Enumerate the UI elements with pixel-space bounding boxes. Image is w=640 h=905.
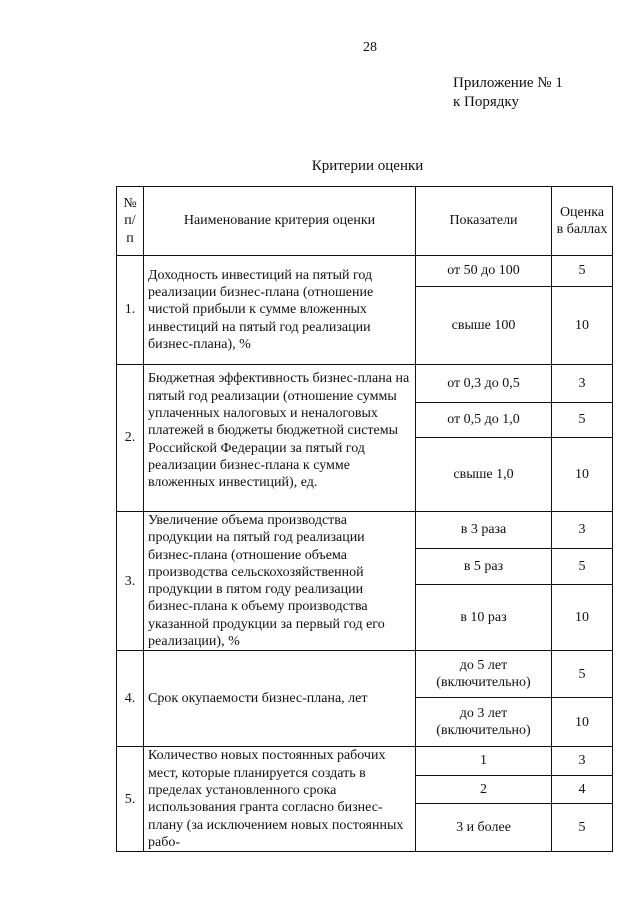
indicator: в 10 раз <box>416 585 552 651</box>
page-number: 28 <box>363 40 377 55</box>
score: 10 <box>552 438 613 512</box>
table-row <box>117 256 613 287</box>
score: 4 <box>552 775 613 803</box>
indicator: 3 и более <box>416 803 552 851</box>
appendix-line-1: Приложение № 1 <box>453 75 563 91</box>
criterion-name: Бюджетная эффективность бизнес-плана на пятый год реализации (отношение суммы уплаченных налоговых и неналоговых платежей в бюджеты бюджетной системы Российской Федерации за пятый год реализации бизнес-плана к сумме вложенных инвестиций), ед. <box>144 365 416 512</box>
indicator: 2 <box>416 775 552 803</box>
indicator: в 3 раза <box>416 512 552 549</box>
header-score: Оценка в баллах <box>552 187 613 256</box>
score: 10 <box>552 585 613 651</box>
table-row <box>117 365 613 403</box>
appendix-reference <box>453 74 563 112</box>
score: 3 <box>552 747 613 775</box>
score: 5 <box>552 403 613 438</box>
criterion-name: Количество новых постоянных рабочих мест, которые планируется создать в пределах установленного срока использования гранта согласно бизнес-плану (за исключением новых постоянных рабо- <box>144 747 416 852</box>
indicator: свыше 1,0 <box>416 438 552 512</box>
score: 5 <box>552 256 613 287</box>
row-number: 4. <box>117 651 144 747</box>
table-header-row <box>117 187 613 256</box>
score: 10 <box>552 287 613 365</box>
header-indicators: Показатели <box>416 187 552 256</box>
appendix-line-2: к Порядку <box>453 94 519 110</box>
table-row <box>117 747 613 775</box>
document-title: Критерии оценки <box>311 158 424 174</box>
score: 5 <box>552 803 613 851</box>
criterion-name: Срок окупаемости бизнес-плана, лет <box>144 651 416 747</box>
row-number: 1. <box>117 256 144 365</box>
indicator: 1 <box>416 747 552 775</box>
header-number: № п/п <box>117 187 144 256</box>
indicator: от 50 до 100 <box>416 256 552 287</box>
score: 3 <box>552 512 613 549</box>
indicator: свыше 100 <box>416 287 552 365</box>
score: 3 <box>552 365 613 403</box>
row-number: 2. <box>117 365 144 512</box>
indicator: до 5 лет (включительно) <box>416 651 552 698</box>
row-number: 3. <box>117 512 144 651</box>
table-row <box>117 651 613 698</box>
indicator: в 5 раз <box>416 548 552 585</box>
header-criterion: Наименование критерия оценки <box>144 187 416 256</box>
criterion-name: Доходность инвестиций на пятый год реализации бизнес-плана (отношение чистой прибыли к сумме вложенных инвестиций на пятый год реализации бизнес-плана), % <box>144 256 416 365</box>
score: 5 <box>552 548 613 585</box>
score: 10 <box>552 698 613 747</box>
score: 5 <box>552 651 613 698</box>
criterion-name: Увеличение объема производства продукции на пятый год реализации бизнес-плана (отношение объема производства сельскохозяйственной продукции в пятом году реализации бизнес-плана к объему производства указанной продукции за первый год его реализации), % <box>144 512 416 651</box>
indicator: от 0,5 до 1,0 <box>416 403 552 438</box>
indicator: до 3 лет (включительно) <box>416 698 552 747</box>
indicator: от 0,3 до 0,5 <box>416 365 552 403</box>
row-number: 5. <box>117 747 144 852</box>
table-row <box>117 512 613 549</box>
criteria-table <box>116 186 613 852</box>
